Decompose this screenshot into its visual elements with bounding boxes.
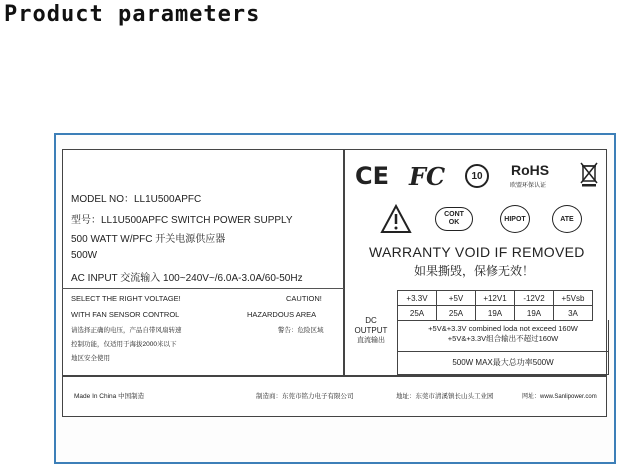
dc-label: DC <box>365 316 377 325</box>
rail-voltage: +12V1 <box>476 291 515 306</box>
dc-output-label <box>346 316 396 356</box>
rail-current: 19A <box>476 306 515 321</box>
power-rating: 500W <box>71 250 98 261</box>
model-number-cn: 型号：LL1U500APFC SWITCH POWER SUPPLY <box>71 215 293 226</box>
hazard-text: HAZARDOUS AREA <box>247 310 317 319</box>
caution-text: CAUTION! <box>286 294 322 303</box>
rail-voltage: +3.3V <box>398 291 437 306</box>
combined-load-en: +5V&+3.3V combined loda not exceed 160W <box>428 324 578 333</box>
rail-current: 25A <box>437 306 476 321</box>
warranty-notice-cn: 如果撕毁，保修无效！ <box>414 264 535 278</box>
cn-warning-line-3: 地区安全使用 <box>71 355 110 362</box>
made-in-china: Made In China 中国制造 <box>74 393 145 400</box>
fc-mark-icon: FC <box>409 162 446 191</box>
combined-load-note <box>397 320 609 352</box>
rail-voltage: -12V2 <box>515 291 554 306</box>
table-row <box>398 306 593 321</box>
cn-warning-line-2: 控制功能，仅适用于海拔2000米以下 <box>71 341 177 348</box>
manufacturer: 制造商：东莞市铭力电子有限公司 <box>256 393 354 400</box>
rail-current: 19A <box>515 306 554 321</box>
cn-warning-line-1: 请选择正确的电压，产品自带风扇转速 <box>71 327 182 334</box>
ate-badge-icon: ATE <box>552 205 582 233</box>
page-title: Product parameters <box>4 2 261 27</box>
website: 网址：www.Sanlipower.com <box>522 394 597 400</box>
hipot-badge-icon: HIPOT <box>500 205 530 233</box>
warning-icons <box>380 204 590 236</box>
cn-hazard: 警告：危险区域 <box>278 327 324 334</box>
dc-output-cn: 直流输出 <box>357 337 385 344</box>
rohs-caption: 欧盟环保认证 <box>510 183 547 189</box>
rail-voltage: +5Vsb <box>554 291 593 306</box>
table-row <box>398 291 593 306</box>
rohs-icon: RoHS <box>511 162 550 178</box>
rail-current: 25A <box>398 306 437 321</box>
rail-voltage: +5V <box>437 291 476 306</box>
label-divider-vertical <box>343 149 345 375</box>
ce-mark-icon: CE <box>355 162 390 190</box>
warranty-notice: WARRANTY VOID IF REMOVED <box>369 244 585 260</box>
label-divider-left <box>62 288 344 289</box>
combined-load-cn: +5V&+3.3V组合输出不超过160W <box>447 334 559 343</box>
wattage-line: 500 WATT W/PFC 开关电源供应器 <box>71 234 226 245</box>
ac-input: AC INPUT 交流输入 100~240V~/6.0A-3.0A/60-50Hz <box>71 273 303 284</box>
ten-year-icon: 10 <box>465 164 489 188</box>
weee-bin-icon <box>580 161 598 187</box>
fan-sensor-text: WITH FAN SENSOR CONTROL <box>71 310 180 319</box>
address: 地址：东莞市清溪镇长山头工业园 <box>396 393 494 400</box>
rail-current: 3A <box>554 306 593 321</box>
warning-triangle-icon <box>380 204 412 234</box>
max-power-note: 500W MAX最大总功率500W <box>397 352 609 375</box>
model-number: MODEL NO：LL1U500APFC <box>71 194 202 205</box>
label-divider-bottom <box>62 375 607 377</box>
dc-output-text: OUTPUT <box>354 326 388 335</box>
cont-ok-badge-icon: CONT OK <box>435 207 473 231</box>
voltage-warning: SELECT THE RIGHT VOLTAGE! <box>71 294 181 303</box>
output-spec-table <box>397 290 593 321</box>
certification-icons <box>355 160 600 196</box>
